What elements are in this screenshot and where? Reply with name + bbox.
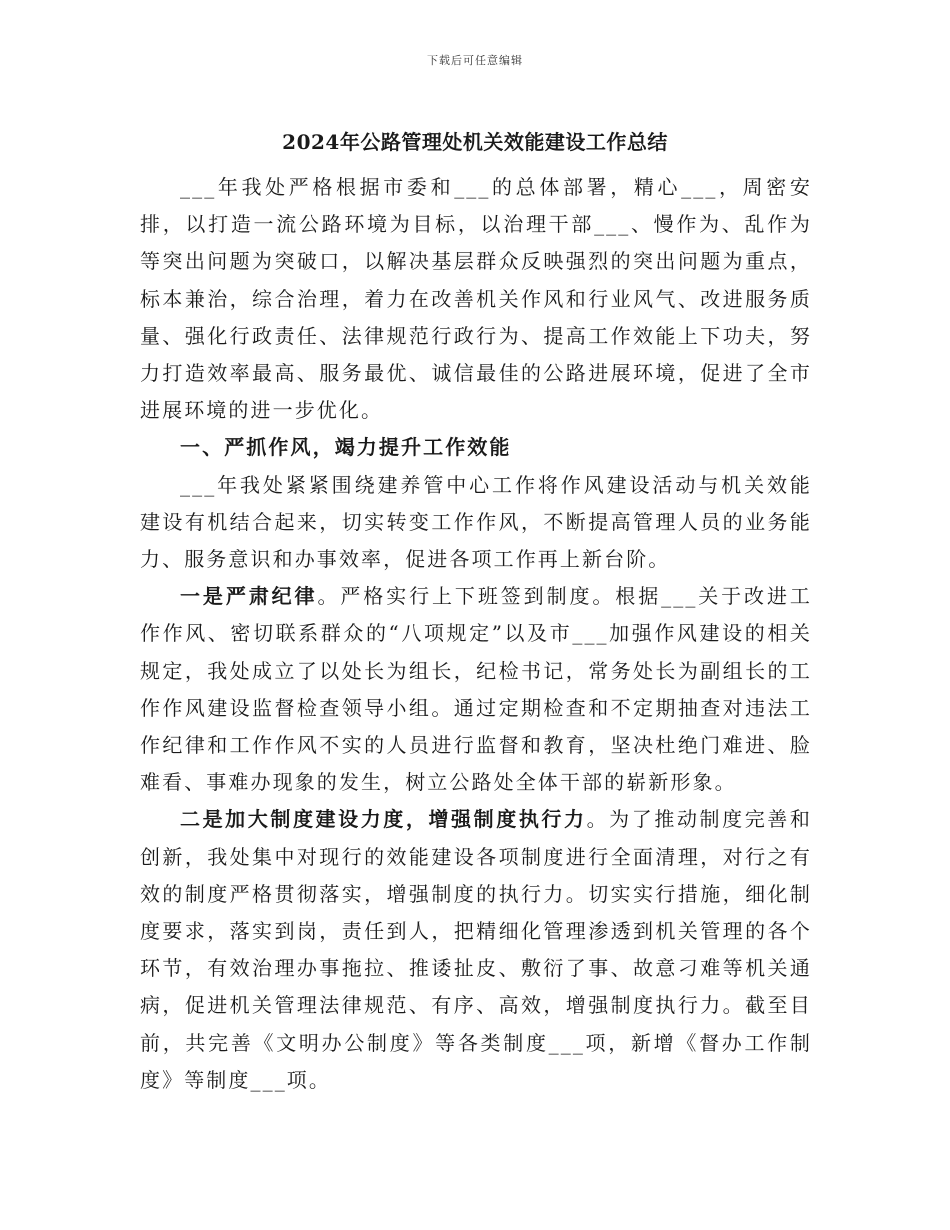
section-paragraph-3-text: 。为了推动制度完善和创新，我处集中对现行的效能建设各项制度进行全面清理，对行之有效的制度严格贯彻落实，增强制度的执行力。切实实行措施，细化制度要求，落实到岗，责任到人，把精细化管理渗透到机关管理的各个环节，有效治理办事拖拉、推诿扯皮、敷衍了事、故意刁难等机关通病，促进机关管理法律规范、有序、高效，增强制度执行力。截至目前，共完善《文明办公制度》等各类制度___项，新增《督办工作制度》等制度___项。 [140, 807, 812, 1092]
section-paragraph-2 [140, 578, 812, 801]
intro-paragraph [140, 169, 812, 429]
section-paragraph-3-lead: 二是加大制度建设力度，增强制度执行力 [180, 807, 587, 832]
page-title: 2024年公路管理处机关效能建设工作总结 [282, 130, 668, 154]
section-heading: 一、严抓作风，竭力提升工作效能 [180, 435, 512, 460]
intro-paragraph-text: ___年我处严格根据市委和___的总体部署，精心___，周密安排，以打造一流公路环境为目标，以治理干部___、慢作为、乱作为等突出问题为突破口，以解决基层群众反映强烈的突出问题为重点，标本兼治，综合治理，着力在改善机关作风和行业风气、改进服务质量、强化行政责任、法律规范行政行为、提高工作效能上下功夫，努力打造效率最高、服务最优、诚信最佳的公路进展环境，促进了全市进展环境的进一步优化。 [140, 175, 812, 423]
document-body [140, 169, 812, 1099]
section-paragraph-2-text: 。严格实行上下班签到制度。根据___关于改进工作作风、密切联系群众的“八项规定”以及市___加强作风建设的相关规定，我处成立了以处长为组长，纪检书记，常务处长为副组长的工作作风建设监督检查领导小组。通过定期检查和不定期抽查对违法工作纪律和工作作风不实的人员进行监督和教育，坚决杜绝门难进、脸难看、事难办现象的发生，树立公路处全体干部的崭新形象。 [140, 584, 812, 795]
section-paragraph-1 [140, 467, 812, 579]
header-note: 下载后可任意编辑 [427, 54, 523, 67]
section-paragraph-1-text: ___年我处紧紧围绕建养管中心工作将作风建设活动与机关效能建设有机结合起来，切实转变工作作风，不断提高管理人员的业务能力、服务意识和办事效率，促进各项工作再上新台阶。 [140, 472, 812, 572]
section-paragraph-2-lead: 一是严肃纪律 [180, 584, 318, 609]
section-paragraph-3 [140, 801, 812, 1099]
